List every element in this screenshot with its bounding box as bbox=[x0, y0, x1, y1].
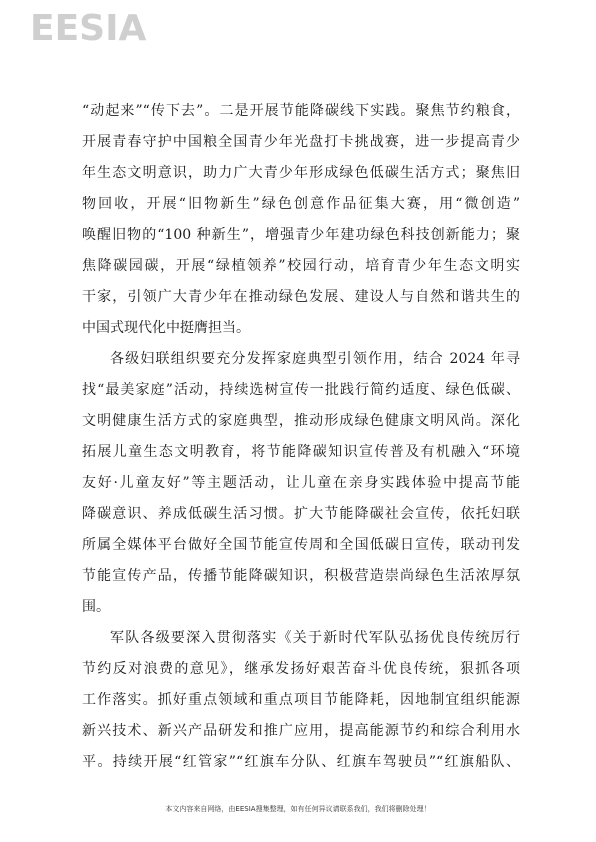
paragraph-1-line-8: 中国式现代化中挺膺担当。 bbox=[82, 320, 250, 336]
paragraph-2-line-9: 围。 bbox=[82, 599, 110, 615]
paragraph-1-line-7: 干家，引领广大青少年在推动绿色发展、建设人与自然和谐共生的 bbox=[82, 289, 520, 305]
paragraph-2-line-8: 节能宣传产品，传播节能降碳知识，积极营造崇尚绿色生活浓厚氛 bbox=[82, 568, 520, 584]
paragraph-2-line-5: 友好·儿童友好”等主题活动，让儿童在亲身实践体验中提高节能 bbox=[82, 475, 520, 491]
footer-disclaimer: 本文内容来自网络，由EESIA搜集整理，如有任何异议请联系我们，我们将删除处理！ bbox=[165, 805, 431, 813]
paragraph-1-line-1: “动起来”“传下去”。二是开展节能降碳线下实践。聚焦节约粮食， bbox=[82, 103, 520, 119]
paragraph-1-line-5: 唤醒旧物的“100 种新生”，增强青少年建功绿色科技创新能力；聚 bbox=[82, 227, 520, 243]
paragraph-2-line-4: 拓展儿童生态文明教育，将节能降碳知识宣传普及有机融入“环境 bbox=[82, 444, 520, 460]
paragraph-3-line-3: 工作落实。抓好重点领域和重点项目节能降耗，因地制宜组织能源 bbox=[82, 692, 520, 708]
paragraph-3-line-4: 新兴技术、新兴产品研发和推广应用，提高能源节约和综合利用水 bbox=[82, 723, 520, 739]
paragraph-1-line-2: 开展青春守护中国粮全国青少年光盘打卡挑战赛，进一步提高青少 bbox=[82, 134, 520, 150]
paragraph-2-line-1: 各级妇联组织要充分发挥家庭典型引领作用，结合 2024 年寻 bbox=[110, 351, 520, 367]
paragraph-2-line-3: 文明健康生活方式的家庭典型，推动形成绿色健康文明风尚。深化 bbox=[82, 413, 520, 429]
document-body bbox=[82, 96, 520, 778]
paragraph-3-line-1: 军队各级要深入贯彻落实《关于新时代军队弘扬优良传统厉行 bbox=[110, 630, 520, 646]
eesia-logo: EESIA bbox=[30, 8, 147, 49]
paragraph-1-line-6: 焦降碳园碳，开展“绿植领养”校园行动，培育青少年生态文明实 bbox=[82, 258, 520, 274]
paragraph-1-line-3: 年生态文明意识，助力广大青少年形成绿色低碳生活方式；聚焦旧 bbox=[82, 165, 520, 181]
paragraph-2-line-6: 降碳意识、养成低碳生活习惯。扩大节能降碳社会宣传，依托妇联 bbox=[82, 506, 520, 522]
paragraph-3-line-5: 平。持续开展“红管家”“红旗车分队、红旗车驾驶员”“红旗船队、 bbox=[82, 754, 520, 770]
paragraph-1-line-4: 物回收，开展“旧物新生”绿色创意作品征集大赛，用“微创造” bbox=[82, 196, 520, 212]
paragraph-2-line-7: 所属全媒体平台做好全国节能宣传周和全国低碳日宣传，联动刊发 bbox=[82, 537, 520, 553]
paragraph-2-line-2: 找“最美家庭”活动，持续选树宣传一批践行简约适度、绿色低碳、 bbox=[82, 382, 520, 398]
paragraph-3-line-2: 节约反对浪费的意见》，继承发扬好艰苦奋斗优良传统，狠抓各项 bbox=[82, 661, 520, 677]
